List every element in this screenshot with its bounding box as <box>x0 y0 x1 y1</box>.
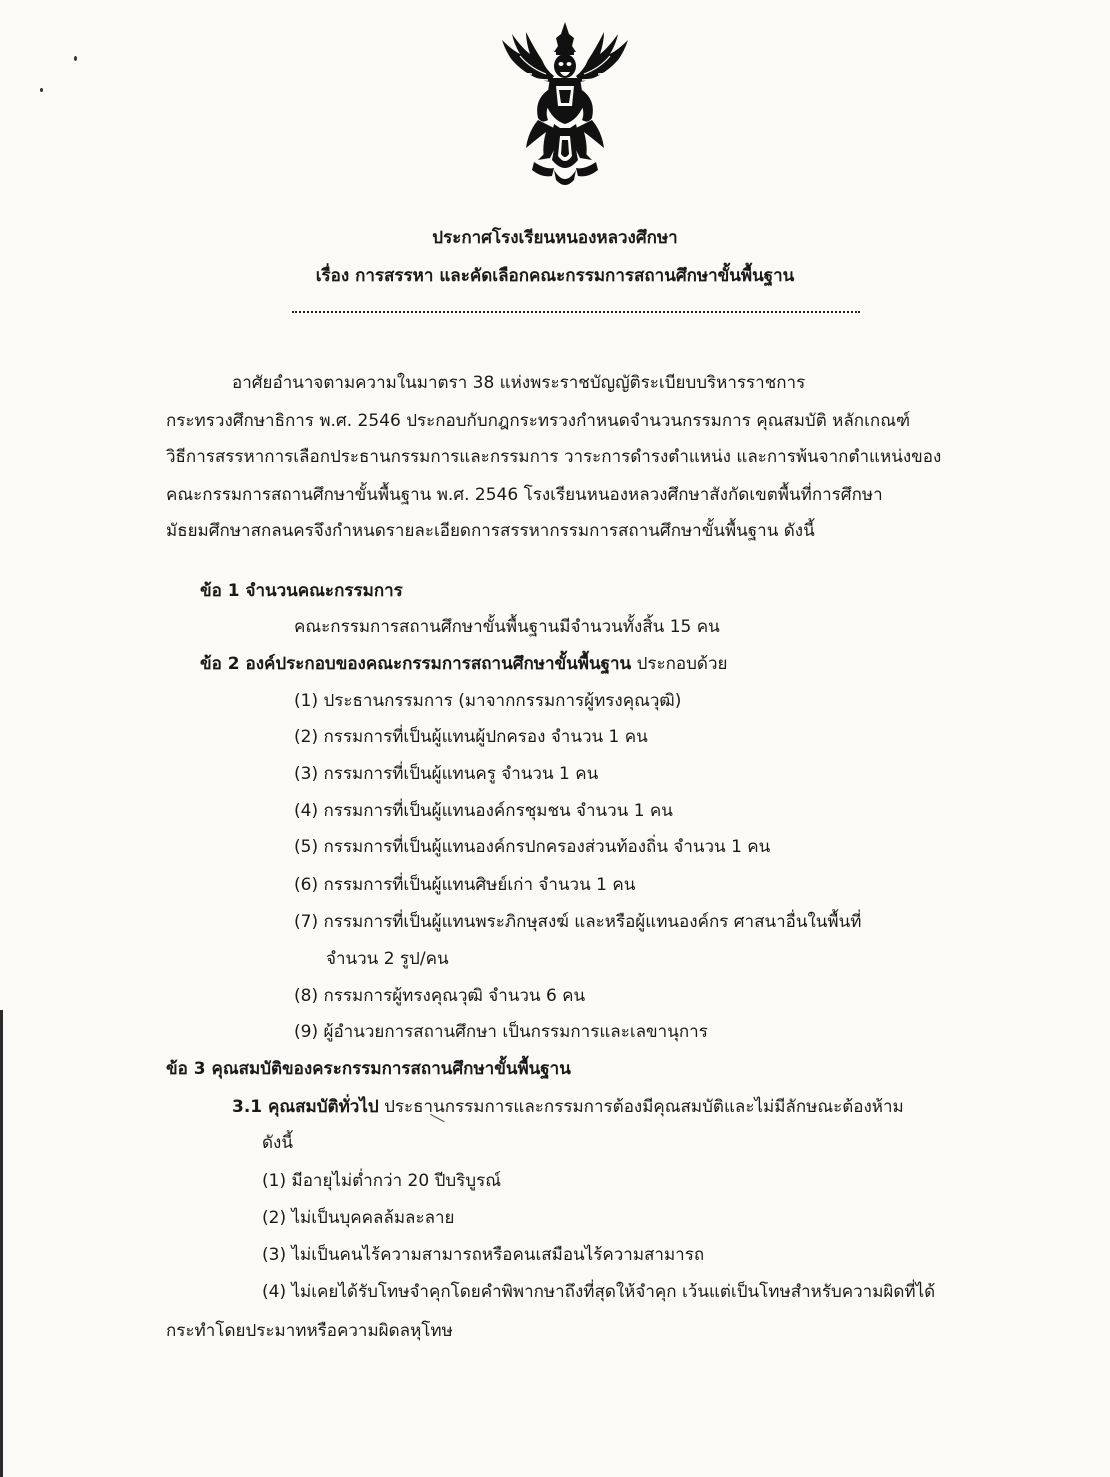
section-3-1-heading: 3.1 คุณสมบัติทั่วไป <box>232 1097 379 1117</box>
intro-line: อาศัยอำนาจตามความในมาตรา 38 แห่งพระราชบัญญัติระเบียบบริหารราชการ <box>232 373 806 393</box>
section-2-item: จำนวน 2 รูป/คน <box>326 949 449 969</box>
intro-line: วิธีการสรรหาการเลือกประธานกรรมการและกรรมการ วาระการดำรงตำแหน่ง และการพ้นจากตำแหน่งของ <box>166 447 942 467</box>
section-3-item: (1) มีอายุไม่ต่ำกว่า 20 ปีบริบูรณ์ <box>262 1171 501 1191</box>
section-2-item: (7) กรรมการที่เป็นผู้แทนพระภิกษุสงฆ์ และหรือผู้แทนองค์กร ศาสนาอื่นในพื้นที่ <box>294 912 862 932</box>
section-3-item: กระทำโดยประมาทหรือความผิดลหุโทษ <box>166 1321 453 1341</box>
section-1-heading: ข้อ 1 จำนวนคณะกรรมการ <box>200 581 403 601</box>
section-3-1-text-cont: ดังนี้ <box>262 1133 293 1153</box>
section-2-item: (2) กรรมการที่เป็นผู้แทนผู้ปกครอง จำนวน 1 คน <box>294 727 648 747</box>
section-2-item: (1) ประธานกรรมการ (มาจากกรรมการผู้ทรงคุณวุฒิ) <box>294 691 682 711</box>
intro-line: คณะกรรมการสถานศึกษาขั้นพื้นฐาน พ.ศ. 2546 โรงเรียนหนองหลวงศึกษาสังกัดเขตพื้นที่การศึกษา <box>166 485 883 505</box>
section-3-item: (3) ไม่เป็นคนไร้ความสามารถหรือคนเสมือนไร้ความสามารถ <box>262 1245 705 1265</box>
intro-line: มัธยมศึกษาสกลนครจึงกำหนดรายละเอียดการสรรหากรรมการสถานศึกษาขั้นพื้นฐาน ดังนี้ <box>166 521 815 541</box>
garuda-emblem-icon <box>498 20 632 190</box>
intro-line: กระทรวงศึกษาธิการ พ.ศ. 2546 ประกอบกับกฎกระทรวงกำหนดจำนวนกรรมการ คุณสมบัติ หลักเกณฑ์ <box>166 411 911 431</box>
section-2-item: (4) กรรมการที่เป็นผู้แทนองค์กรชุมชน จำนวน 1 คน <box>294 801 673 821</box>
section-3-1-row <box>232 1096 904 1118</box>
scan-speck <box>74 56 77 61</box>
section-1-body: คณะกรรมการสถานศึกษาขั้นพื้นฐานมีจำนวนทั้งสิ้น 15 คน <box>294 617 720 637</box>
section-2-heading-row <box>200 653 727 675</box>
section-2-heading: ข้อ 2 องค์ประกอบของคณะกรรมการสถานศึกษาขั้นพื้นฐาน <box>200 654 632 674</box>
section-2-item: (5) กรรมการที่เป็นผู้แทนองค์กรปกครองส่วนท้องถิ่น จำนวน 1 คน <box>294 837 771 857</box>
section-2-item: (8) กรรมการผู้ทรงคุณวุฒิ จำนวน 6 คน <box>294 986 586 1006</box>
section-2-item: (3) กรรมการที่เป็นผู้แทนครู จำนวน 1 คน <box>294 764 599 784</box>
section-3-item: (2) ไม่เป็นบุคคลล้มละลาย <box>262 1208 455 1228</box>
section-2-item: (6) กรรมการที่เป็นผู้แทนศิษย์เก่า จำนวน 1 คน <box>294 875 636 895</box>
scan-speck <box>40 88 43 92</box>
document-subject: เรื่อง การสรรหา และคัดเลือกคณะกรรมการสถานศึกษาขั้นพื้นฐาน <box>315 266 795 286</box>
section-2-heading-suffix: ประกอบด้วย <box>636 654 728 674</box>
page-shadow-edge <box>0 1010 3 1477</box>
document-title: ประกาศโรงเรียนหนองหลวงศึกษา <box>432 228 678 248</box>
dotted-separator <box>292 311 860 313</box>
section-2-item: (9) ผู้อำนวยการสถานศึกษา เป็นกรรมการและเลขานุการ <box>294 1022 708 1042</box>
section-3-heading: ข้อ 3 คุณสมบัติของคระกรรมการสถานศึกษาขั้นพื้นฐาน <box>166 1059 571 1079</box>
section-3-1-text: ประธานกรรมการและกรรมการต้องมีคุณสมบัติและไม่มีลักษณะต้องห้าม <box>384 1097 904 1117</box>
section-3-item: (4) ไม่เคยได้รับโทษจำคุกโดยคำพิพากษาถึงที่สุดให้จำคุก เว้นแต่เป็นโทษสำหรับความผิดที่ได้ <box>262 1282 936 1302</box>
